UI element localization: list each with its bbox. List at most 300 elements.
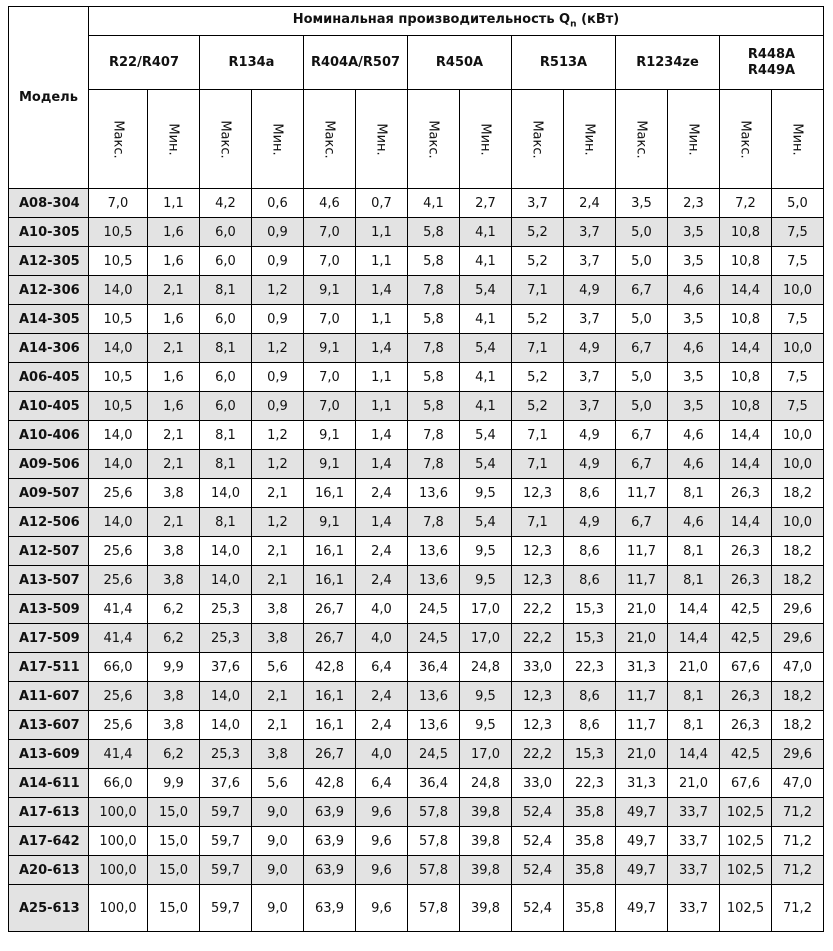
model-cell: A12-507 [9, 537, 89, 566]
value-cell: 41,4 [89, 624, 148, 653]
value-cell: 3,5 [668, 392, 720, 421]
value-cell: 7,0 [304, 363, 356, 392]
subheader-text: Макс. [529, 119, 545, 159]
value-cell: 26,3 [720, 537, 772, 566]
value-cell: 102,5 [720, 885, 772, 932]
value-cell: 1,6 [148, 305, 200, 334]
value-cell: 7,8 [408, 334, 460, 363]
refrigerant-header-text: R448A [747, 46, 796, 62]
value-cell: 6,7 [616, 334, 668, 363]
value-cell: 10,0 [772, 421, 824, 450]
value-cell: 37,6 [200, 769, 252, 798]
value-cell: 8,6 [564, 682, 616, 711]
value-cell: 5,8 [408, 392, 460, 421]
value-cell: 26,3 [720, 711, 772, 740]
value-cell: 10,5 [89, 363, 148, 392]
value-cell: 9,1 [304, 508, 356, 537]
refrigerant-header-text: R450A [435, 54, 484, 70]
value-cell: 3,7 [564, 305, 616, 334]
value-cell: 49,7 [616, 827, 668, 856]
value-cell: 0,9 [252, 247, 304, 276]
model-cell: A14-306 [9, 334, 89, 363]
value-cell: 59,7 [200, 798, 252, 827]
value-cell: 11,7 [616, 479, 668, 508]
value-cell: 5,8 [408, 305, 460, 334]
value-cell: 3,8 [252, 595, 304, 624]
value-cell: 15,3 [564, 595, 616, 624]
value-cell: 26,7 [304, 624, 356, 653]
value-cell: 49,7 [616, 856, 668, 885]
value-cell: 21,0 [668, 653, 720, 682]
table-row [9, 566, 824, 595]
min-header [564, 90, 616, 189]
value-cell: 33,7 [668, 827, 720, 856]
value-cell: 14,4 [720, 450, 772, 479]
value-cell: 59,7 [200, 885, 252, 932]
value-cell: 4,2 [200, 189, 252, 218]
subheader-text: Макс. [110, 119, 126, 159]
value-cell: 33,0 [512, 769, 564, 798]
value-cell: 3,7 [512, 189, 564, 218]
model-cell: A14-305 [9, 305, 89, 334]
value-cell: 2,4 [564, 189, 616, 218]
value-cell: 10,8 [720, 218, 772, 247]
value-cell: 1,4 [356, 508, 408, 537]
value-cell: 5,0 [616, 363, 668, 392]
value-cell: 4,9 [564, 450, 616, 479]
value-cell: 102,5 [720, 827, 772, 856]
value-cell: 3,8 [148, 479, 200, 508]
value-cell: 10,5 [89, 218, 148, 247]
value-cell: 35,8 [564, 827, 616, 856]
table-row [9, 218, 824, 247]
value-cell: 6,2 [148, 624, 200, 653]
value-cell: 12,3 [512, 682, 564, 711]
value-cell: 29,6 [772, 624, 824, 653]
value-cell: 1,6 [148, 247, 200, 276]
table-row [9, 508, 824, 537]
value-cell: 52,4 [512, 856, 564, 885]
value-cell: 14,4 [668, 595, 720, 624]
value-cell: 15,3 [564, 624, 616, 653]
value-cell: 6,0 [200, 305, 252, 334]
value-cell: 26,7 [304, 595, 356, 624]
value-cell: 7,0 [89, 189, 148, 218]
value-cell: 4,1 [460, 392, 512, 421]
model-cell: A17-642 [9, 827, 89, 856]
max-header [89, 90, 148, 189]
value-cell: 4,9 [564, 334, 616, 363]
value-cell: 21,0 [668, 769, 720, 798]
value-cell: 5,2 [512, 392, 564, 421]
value-cell: 8,1 [200, 276, 252, 305]
value-cell: 57,8 [408, 856, 460, 885]
refrigerant-header-text: R1234ze [636, 54, 699, 70]
model-cell: A13-609 [9, 740, 89, 769]
value-cell: 7,0 [304, 392, 356, 421]
value-cell: 33,7 [668, 856, 720, 885]
value-cell: 1,1 [356, 392, 408, 421]
value-cell: 14,0 [89, 276, 148, 305]
table-row [9, 392, 824, 421]
value-cell: 17,0 [460, 624, 512, 653]
table-row [9, 624, 824, 653]
value-cell: 2,1 [252, 682, 304, 711]
value-cell: 9,0 [252, 856, 304, 885]
value-cell: 22,3 [564, 653, 616, 682]
value-cell: 52,4 [512, 798, 564, 827]
value-cell: 11,7 [616, 682, 668, 711]
value-cell: 25,6 [89, 566, 148, 595]
value-cell: 3,5 [616, 189, 668, 218]
value-cell: 0,9 [252, 305, 304, 334]
model-cell: A14-611 [9, 769, 89, 798]
table-row [9, 856, 824, 885]
model-cell: A10-305 [9, 218, 89, 247]
value-cell: 9,6 [356, 856, 408, 885]
value-cell: 3,5 [668, 305, 720, 334]
subheader-text: Макс. [217, 119, 233, 159]
value-cell: 6,7 [616, 450, 668, 479]
value-cell: 6,7 [616, 508, 668, 537]
value-cell: 16,1 [304, 566, 356, 595]
value-cell: 39,8 [460, 798, 512, 827]
value-cell: 29,6 [772, 740, 824, 769]
value-cell: 1,2 [252, 450, 304, 479]
value-cell: 10,0 [772, 450, 824, 479]
value-cell: 42,8 [304, 769, 356, 798]
value-cell: 3,8 [148, 711, 200, 740]
model-cell: A20-613 [9, 856, 89, 885]
value-cell: 7,1 [512, 450, 564, 479]
value-cell: 6,7 [616, 276, 668, 305]
value-cell: 21,0 [616, 624, 668, 653]
value-cell: 25,6 [89, 682, 148, 711]
value-cell: 4,1 [460, 247, 512, 276]
value-cell: 3,8 [148, 566, 200, 595]
value-cell: 1,4 [356, 421, 408, 450]
min-header [460, 90, 512, 189]
value-cell: 18,2 [772, 682, 824, 711]
value-cell: 3,8 [252, 740, 304, 769]
value-cell: 7,8 [408, 450, 460, 479]
value-cell: 14,0 [89, 450, 148, 479]
refrigerant-header-text: R22/R407 [109, 54, 179, 70]
value-cell: 3,7 [564, 218, 616, 247]
min-header [356, 90, 408, 189]
value-cell: 1,2 [252, 508, 304, 537]
value-cell: 15,3 [564, 740, 616, 769]
value-cell: 5,2 [512, 305, 564, 334]
value-cell: 2,1 [148, 276, 200, 305]
value-cell: 3,8 [252, 624, 304, 653]
value-cell: 100,0 [89, 856, 148, 885]
value-cell: 15,0 [148, 827, 200, 856]
value-cell: 11,7 [616, 537, 668, 566]
value-cell: 39,8 [460, 885, 512, 932]
value-cell: 15,0 [148, 798, 200, 827]
value-cell: 2,4 [356, 566, 408, 595]
value-cell: 5,0 [616, 218, 668, 247]
max-header [616, 90, 668, 189]
value-cell: 3,8 [148, 537, 200, 566]
value-cell: 5,4 [460, 276, 512, 305]
refrigerant-header-text: R513A [539, 54, 588, 70]
value-cell: 0,6 [252, 189, 304, 218]
value-cell: 2,1 [148, 421, 200, 450]
value-cell: 52,4 [512, 827, 564, 856]
value-cell: 6,0 [200, 363, 252, 392]
value-cell: 3,7 [564, 363, 616, 392]
value-cell: 24,5 [408, 624, 460, 653]
value-cell: 4,0 [356, 624, 408, 653]
table-row [9, 247, 824, 276]
value-cell: 42,5 [720, 624, 772, 653]
value-cell: 15,0 [148, 885, 200, 932]
value-cell: 1,6 [148, 392, 200, 421]
value-cell: 59,7 [200, 827, 252, 856]
value-cell: 67,6 [720, 653, 772, 682]
value-cell: 16,1 [304, 479, 356, 508]
value-cell: 2,7 [460, 189, 512, 218]
value-cell: 14,0 [200, 566, 252, 595]
model-cell: A12-306 [9, 276, 89, 305]
table-row [9, 827, 824, 856]
value-cell: 17,0 [460, 595, 512, 624]
value-cell: 9,0 [252, 885, 304, 932]
value-cell: 9,6 [356, 827, 408, 856]
value-cell: 10,0 [772, 334, 824, 363]
value-cell: 10,8 [720, 247, 772, 276]
value-cell: 7,8 [408, 276, 460, 305]
value-cell: 18,2 [772, 566, 824, 595]
value-cell: 24,8 [460, 653, 512, 682]
value-cell: 71,2 [772, 856, 824, 885]
value-cell: 8,6 [564, 537, 616, 566]
value-cell: 5,2 [512, 363, 564, 392]
value-cell: 59,7 [200, 856, 252, 885]
value-cell: 6,7 [616, 421, 668, 450]
value-cell: 100,0 [89, 798, 148, 827]
value-cell: 15,0 [148, 856, 200, 885]
value-cell: 2,1 [252, 566, 304, 595]
value-cell: 14,4 [720, 276, 772, 305]
value-cell: 33,0 [512, 653, 564, 682]
value-cell: 9,5 [460, 479, 512, 508]
model-column-header: Модель [9, 7, 89, 189]
value-cell: 29,6 [772, 595, 824, 624]
value-cell: 2,1 [148, 450, 200, 479]
value-cell: 14,0 [89, 508, 148, 537]
min-header [148, 90, 200, 189]
value-cell: 57,8 [408, 827, 460, 856]
value-cell: 5,4 [460, 450, 512, 479]
value-cell: 8,1 [668, 479, 720, 508]
value-cell: 47,0 [772, 653, 824, 682]
value-cell: 10,8 [720, 363, 772, 392]
value-cell: 14,0 [89, 334, 148, 363]
value-cell: 36,4 [408, 653, 460, 682]
value-cell: 21,0 [616, 740, 668, 769]
value-cell: 71,2 [772, 798, 824, 827]
subheader-text: Макс. [633, 119, 649, 159]
value-cell: 9,0 [252, 798, 304, 827]
value-cell: 47,0 [772, 769, 824, 798]
value-cell: 10,8 [720, 305, 772, 334]
value-cell: 8,6 [564, 479, 616, 508]
value-cell: 14,4 [720, 334, 772, 363]
refrigerant-header-text: R404A/R507 [310, 54, 401, 70]
value-cell: 26,3 [720, 479, 772, 508]
value-cell: 24,8 [460, 769, 512, 798]
value-cell: 49,7 [616, 885, 668, 932]
value-cell: 9,0 [252, 827, 304, 856]
value-cell: 36,4 [408, 769, 460, 798]
value-cell: 9,9 [148, 653, 200, 682]
value-cell: 2,1 [252, 537, 304, 566]
value-cell: 26,7 [304, 740, 356, 769]
value-cell: 39,8 [460, 856, 512, 885]
value-cell: 31,3 [616, 653, 668, 682]
value-cell: 9,1 [304, 421, 356, 450]
minmax-header-row [9, 90, 824, 189]
value-cell: 10,0 [772, 276, 824, 305]
value-cell: 1,2 [252, 334, 304, 363]
value-cell: 1,1 [356, 247, 408, 276]
value-cell: 1,6 [148, 218, 200, 247]
value-cell: 6,4 [356, 653, 408, 682]
table-row [9, 537, 824, 566]
value-cell: 71,2 [772, 885, 824, 932]
value-cell: 9,5 [460, 682, 512, 711]
value-cell: 4,1 [408, 189, 460, 218]
value-cell: 14,4 [668, 624, 720, 653]
model-cell: A09-507 [9, 479, 89, 508]
refrigerant-header [720, 36, 824, 90]
value-cell: 13,6 [408, 682, 460, 711]
value-cell: 35,8 [564, 856, 616, 885]
value-cell: 7,8 [408, 421, 460, 450]
value-cell: 4,0 [356, 595, 408, 624]
value-cell: 13,6 [408, 566, 460, 595]
value-cell: 21,0 [616, 595, 668, 624]
value-cell: 4,0 [356, 740, 408, 769]
value-cell: 9,6 [356, 798, 408, 827]
value-cell: 9,1 [304, 334, 356, 363]
value-cell: 63,9 [304, 885, 356, 932]
value-cell: 1,4 [356, 450, 408, 479]
value-cell: 6,2 [148, 740, 200, 769]
value-cell: 2,3 [668, 189, 720, 218]
subheader-text: Макс. [737, 119, 753, 159]
value-cell: 7,1 [512, 421, 564, 450]
refrigerant-header-row [9, 36, 824, 90]
value-cell: 5,6 [252, 653, 304, 682]
value-cell: 2,1 [148, 334, 200, 363]
max-header [408, 90, 460, 189]
table-row [9, 595, 824, 624]
refrigerant-header [304, 36, 408, 90]
value-cell: 4,1 [460, 363, 512, 392]
model-cell: A10-406 [9, 421, 89, 450]
value-cell: 6,2 [148, 595, 200, 624]
subheader-text: Мин. [165, 122, 181, 156]
value-cell: 7,5 [772, 247, 824, 276]
value-cell: 7,5 [772, 392, 824, 421]
table-row [9, 479, 824, 508]
value-cell: 25,6 [89, 479, 148, 508]
value-cell: 4,1 [460, 305, 512, 334]
value-cell: 5,0 [616, 247, 668, 276]
table-row [9, 363, 824, 392]
subheader-text: Мин. [269, 122, 285, 156]
value-cell: 8,1 [668, 566, 720, 595]
value-cell: 6,4 [356, 769, 408, 798]
value-cell: 7,1 [512, 334, 564, 363]
model-cell: A09-506 [9, 450, 89, 479]
value-cell: 18,2 [772, 711, 824, 740]
value-cell: 7,1 [512, 276, 564, 305]
value-cell: 5,6 [252, 769, 304, 798]
value-cell: 42,5 [720, 740, 772, 769]
value-cell: 33,7 [668, 798, 720, 827]
value-cell: 4,9 [564, 276, 616, 305]
value-cell: 14,4 [668, 740, 720, 769]
value-cell: 25,6 [89, 711, 148, 740]
value-cell: 11,7 [616, 566, 668, 595]
subheader-text: Макс. [425, 119, 441, 159]
table-row [9, 276, 824, 305]
value-cell: 13,6 [408, 479, 460, 508]
value-cell: 3,7 [564, 247, 616, 276]
value-cell: 52,4 [512, 885, 564, 932]
value-cell: 1,4 [356, 334, 408, 363]
value-cell: 7,0 [304, 305, 356, 334]
value-cell: 8,1 [200, 450, 252, 479]
value-cell: 7,5 [772, 305, 824, 334]
value-cell: 2,4 [356, 711, 408, 740]
table-title: Номинальная производительность $Q_n$ (кВт) [89, 7, 824, 36]
table-body [9, 189, 824, 932]
value-cell: 10,5 [89, 392, 148, 421]
value-cell: 14,0 [200, 537, 252, 566]
value-cell: 4,6 [304, 189, 356, 218]
value-cell: 71,2 [772, 827, 824, 856]
value-cell: 39,8 [460, 827, 512, 856]
value-cell: 63,9 [304, 827, 356, 856]
value-cell: 14,0 [200, 711, 252, 740]
value-cell: 2,4 [356, 537, 408, 566]
min-header [252, 90, 304, 189]
value-cell: 13,6 [408, 537, 460, 566]
value-cell: 5,8 [408, 247, 460, 276]
model-cell: A17-613 [9, 798, 89, 827]
table-row [9, 450, 824, 479]
value-cell: 22,2 [512, 740, 564, 769]
model-cell: A06-405 [9, 363, 89, 392]
subheader-text: Мин. [581, 122, 597, 156]
table-row [9, 885, 824, 932]
value-cell: 5,2 [512, 247, 564, 276]
value-cell: 42,5 [720, 595, 772, 624]
table-header [9, 7, 824, 189]
table-row [9, 334, 824, 363]
value-cell: 1,1 [356, 218, 408, 247]
value-cell: 12,3 [512, 566, 564, 595]
max-header [512, 90, 564, 189]
value-cell: 16,1 [304, 711, 356, 740]
capacity-table [8, 6, 824, 932]
